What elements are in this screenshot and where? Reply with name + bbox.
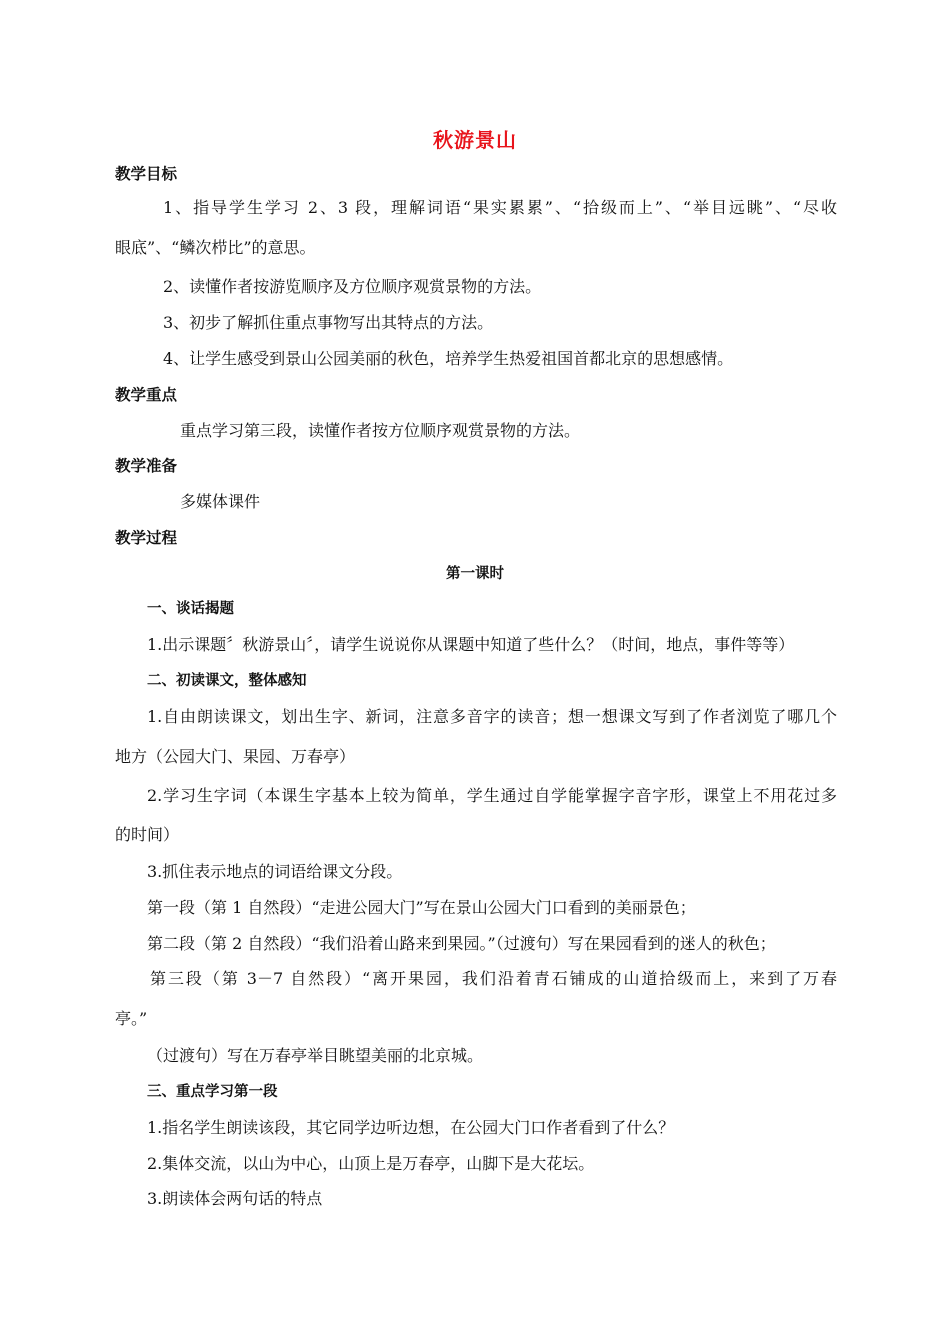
focus-heading: 教学重点: [115, 386, 178, 404]
objective-1-line1: 1、指导学生学习 2、3 段，理解词语“果实累累”、“拾级而上”、“举目远眺”、“尽收: [163, 198, 837, 217]
objective-3: 3、初步了解抓住重点事物写出其特点的方法。: [163, 313, 494, 332]
section-3-item-1: 1.指名学生朗读该段，其它同学边听边想，在公园大门口作者看到了什么？: [147, 1118, 675, 1137]
para-1: 第一段（第 1 自然段）“走进公园大门”写在景山公园大门口看到的美丽景色；: [147, 898, 696, 917]
para-3-line2: 亭。”: [115, 1009, 148, 1028]
document-title: 秋游景山: [433, 128, 517, 152]
focus-text: 重点学习第三段，读懂作者按方位顺序观赏景物的方法。: [180, 421, 581, 440]
section-1-heading: 一、谈话揭题: [147, 601, 234, 617]
section-2-item-1-line1: 1.自由朗读课文，划出生字、新词，注意多音字的读音；想一想课文写到了作者浏览了哪几个: [147, 707, 837, 726]
objective-1-line2: 眼底”、“鳞次栉比”的意思。: [115, 238, 316, 257]
objectives-heading: 教学目标: [115, 165, 178, 183]
para-3-line1: 第三段（第 3－7 自然段）“离开果园，我们沿着青石铺成的山道拾级而上，来到了万春: [150, 969, 837, 988]
section-3-heading: 三、重点学习第一段: [147, 1084, 278, 1100]
lesson-title: 第一课时: [446, 566, 504, 582]
section-2-item-2-line1: 2.学习生字词（本课生字基本上较为简单，学生通过自学能掌握字音字形，课堂上不用花过多: [147, 786, 837, 805]
section-1-item-1: 1.出示课题〞秋游景山〞，请学生说说你从课题中知道了些什么？（时间，地点，事件等等）: [147, 635, 795, 654]
prep-heading: 教学准备: [115, 457, 178, 475]
objective-4: 4、让学生感受到景山公园美丽的秋色，培养学生热爱祖国首都北京的思想感情。: [163, 349, 734, 368]
prep-text: 多媒体课件: [180, 492, 261, 511]
section-2-item-3: 3.抓住表示地点的词语给课文分段。: [147, 862, 403, 881]
process-heading: 教学过程: [115, 529, 178, 547]
objective-2: 2、读懂作者按游览顺序及方位顺序观赏景物的方法。: [163, 277, 542, 296]
section-2-item-1-line2: 地方（公园大门、果园、万春亭）: [115, 747, 356, 766]
para-2: 第二段（第 2 自然段）“我们沿着山路来到果园。”（过渡句）写在果园看到的迷人的秋色；: [147, 934, 776, 953]
section-3-item-3: 3.朗读体会两句话的特点: [147, 1189, 323, 1208]
para-3-line3: （过渡句）写在万春亭举目眺望美丽的北京城。: [147, 1046, 484, 1065]
section-2-heading: 二、初读课文，整体感知: [147, 673, 307, 689]
section-3-item-2: 2.集体交流，以山为中心，山顶上是万春亭，山脚下是大花坛。: [147, 1154, 595, 1173]
section-2-item-2-line2: 的时间）: [115, 825, 180, 844]
